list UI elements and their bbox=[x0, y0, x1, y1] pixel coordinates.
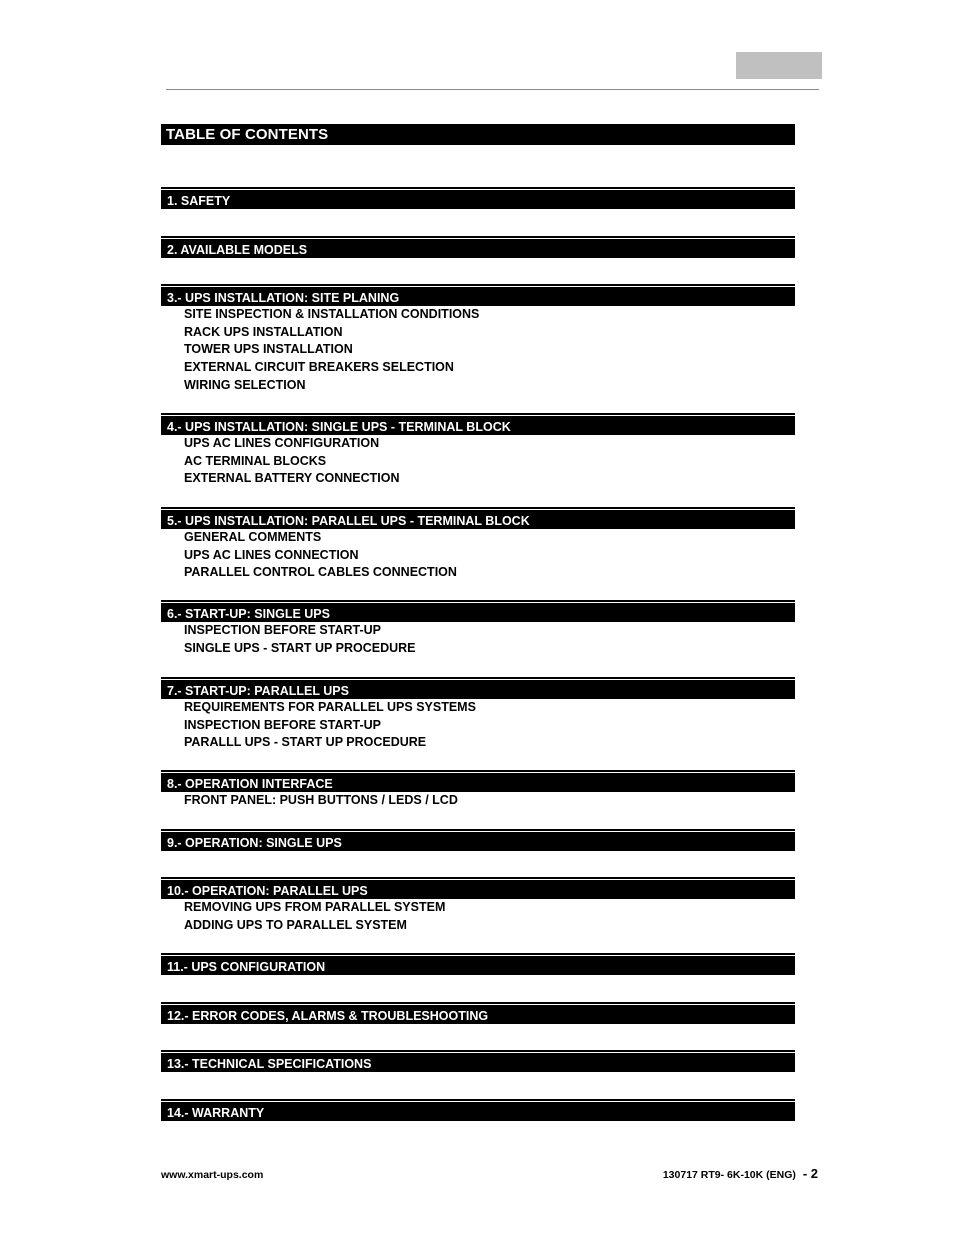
toc-section-single-ups-terminal-block bbox=[161, 415, 795, 488]
section-heading[interactable]: 3.- UPS INSTALLATION: SITE PLANING bbox=[161, 286, 795, 306]
subsection-list bbox=[161, 792, 795, 810]
section-heading[interactable]: 1. SAFETY bbox=[161, 189, 795, 209]
subsection-item[interactable]: PARALLEL CONTROL CABLES CONNECTION bbox=[184, 565, 457, 580]
section-heading[interactable]: 2. AVAILABLE MODELS bbox=[161, 238, 795, 258]
footer-doc-info bbox=[663, 1166, 818, 1183]
section-heading[interactable]: 14.- WARRANTY bbox=[161, 1101, 795, 1121]
toc-section-operation-interface bbox=[161, 772, 795, 810]
subsection-item[interactable]: RACK UPS INSTALLATION bbox=[184, 324, 343, 339]
subsection-list bbox=[161, 306, 795, 395]
subsection-item[interactable]: EXTERNAL CIRCUIT BREAKERS SELECTION bbox=[184, 360, 454, 375]
toc-section-operation-single bbox=[161, 831, 795, 851]
subsection-item[interactable]: INSPECTION BEFORE START-UP bbox=[184, 717, 382, 732]
subsection-item[interactable]: ADDING UPS TO PARALLEL SYSTEM bbox=[184, 917, 407, 932]
toc-section-operation-parallel bbox=[161, 879, 795, 934]
subsection-list bbox=[161, 899, 795, 934]
section-heading[interactable]: 11.- UPS CONFIGURATION bbox=[161, 955, 795, 975]
toc-section-ups-configuration bbox=[161, 955, 795, 975]
toc-section-parallel-ups-terminal-block bbox=[161, 509, 795, 582]
toc-section-available-models bbox=[161, 238, 795, 258]
section-heading[interactable]: 5.- UPS INSTALLATION: PARALLEL UPS - TERMINAL BLOCK bbox=[161, 509, 795, 529]
subsection-list bbox=[161, 435, 795, 488]
subsection-list bbox=[161, 699, 795, 752]
header-rule bbox=[166, 89, 819, 90]
subsection-item[interactable]: EXTERNAL BATTERY CONNECTION bbox=[184, 471, 400, 486]
subsection-item[interactable]: REMOVING UPS FROM PARALLEL SYSTEM bbox=[184, 900, 446, 914]
subsection-item[interactable]: SITE INSPECTION & INSTALLATION CONDITIONS bbox=[184, 307, 480, 321]
subsection-item[interactable]: SINGLE UPS - START UP PROCEDURE bbox=[184, 640, 416, 655]
footer-website: www.xmart-ups.com bbox=[161, 1169, 264, 1181]
toc-section-error-codes bbox=[161, 1004, 795, 1024]
section-heading[interactable]: 10.- OPERATION: PARALLEL UPS bbox=[161, 879, 795, 899]
toc-section-site-planing bbox=[161, 286, 795, 395]
subsection-item[interactable]: INSPECTION BEFORE START-UP bbox=[184, 623, 382, 637]
toc-section-technical-specifications bbox=[161, 1052, 795, 1072]
subsection-item[interactable]: WIRING SELECTION bbox=[184, 377, 306, 392]
toc-section-safety bbox=[161, 189, 795, 209]
page-title: TABLE OF CONTENTS bbox=[161, 124, 795, 145]
section-heading[interactable]: 7.- START-UP: PARALLEL UPS bbox=[161, 679, 795, 699]
subsection-list bbox=[161, 622, 795, 657]
footer-doc-code: 130717 RT9- 6K-10K (ENG) bbox=[662, 1169, 796, 1181]
subsection-item[interactable]: REQUIREMENTS FOR PARALLEL UPS SYSTEMS bbox=[184, 700, 476, 714]
subsection-list bbox=[161, 529, 795, 582]
section-heading[interactable]: 9.- OPERATION: SINGLE UPS bbox=[161, 831, 795, 851]
corner-tab-decoration bbox=[736, 52, 822, 79]
section-heading[interactable]: 8.- OPERATION INTERFACE bbox=[161, 772, 795, 792]
subsection-item[interactable]: FRONT PANEL: PUSH BUTTONS / LEDS / LCD bbox=[184, 793, 458, 807]
section-heading[interactable]: 6.- START-UP: SINGLE UPS bbox=[161, 602, 795, 622]
subsection-item[interactable]: PARALLL UPS - START UP PROCEDURE bbox=[184, 735, 427, 750]
subsection-item[interactable]: UPS AC LINES CONFIGURATION bbox=[184, 436, 380, 450]
section-heading[interactable]: 13.- TECHNICAL SPECIFICATIONS bbox=[161, 1052, 795, 1072]
page-number: - 2 bbox=[802, 1166, 818, 1181]
section-heading[interactable]: 12.- ERROR CODES, ALARMS & TROUBLESHOOTING bbox=[161, 1004, 795, 1024]
subsection-item[interactable]: UPS AC LINES CONNECTION bbox=[184, 547, 359, 562]
subsection-item[interactable]: AC TERMINAL BLOCKS bbox=[184, 453, 327, 468]
toc-section-warranty bbox=[161, 1101, 795, 1121]
subsection-item[interactable]: TOWER UPS INSTALLATION bbox=[184, 342, 353, 357]
subsection-item[interactable]: GENERAL COMMENTS bbox=[184, 530, 322, 544]
toc-section-start-up-parallel bbox=[161, 679, 795, 752]
toc-section-start-up-single bbox=[161, 602, 795, 657]
section-heading[interactable]: 4.- UPS INSTALLATION: SINGLE UPS - TERMINAL BLOCK bbox=[161, 415, 795, 435]
